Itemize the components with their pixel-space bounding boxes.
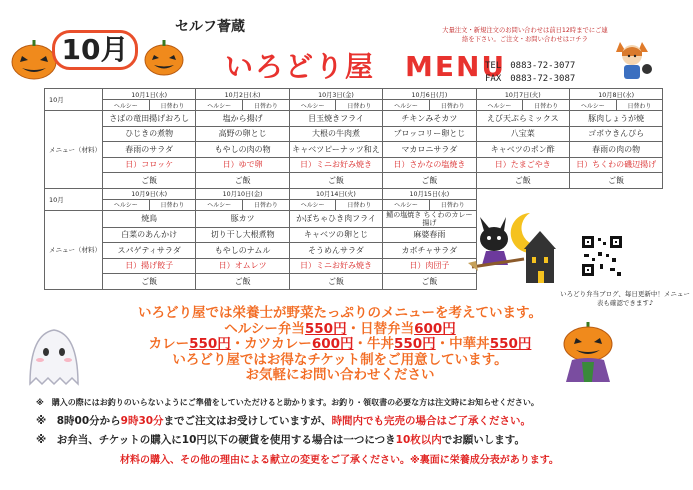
col-daily: 日替わり	[336, 199, 383, 210]
salad: カボチャサラダ	[383, 243, 476, 259]
rice: ご飯	[196, 274, 289, 290]
week2-date: 10月9日(木)	[103, 188, 196, 199]
daily-special: 日）ゆで卵	[196, 157, 289, 173]
salad: スパゲティサラダ	[103, 243, 196, 259]
daily-bento-price: 600円	[414, 320, 456, 337]
footer-notes	[36, 393, 676, 450]
col-daily: 日替わり	[243, 100, 290, 111]
daily-special: 日）たまごやき	[476, 157, 569, 173]
main-dish: チキンみそカツ	[383, 111, 476, 127]
promo-block	[130, 306, 550, 384]
footer-note-hours	[36, 412, 676, 431]
rice: ご飯	[383, 173, 476, 189]
col-daily: 日替わり	[149, 199, 196, 210]
rice: ご飯	[289, 173, 382, 189]
chukadon-label: ・中華丼	[435, 336, 490, 352]
week1-menu-label: メニュー（材料）	[45, 111, 103, 189]
salad: 春雨の肉の物	[569, 142, 662, 158]
col-healthy: ヘルシー	[383, 100, 430, 111]
col-healthy: ヘルシー	[103, 199, 150, 210]
week1-date: 10月7日(火)	[476, 89, 569, 100]
main-dish: 豚カツ	[196, 210, 289, 227]
girl-illustration-icon	[610, 38, 654, 84]
curry-price: 550円	[189, 336, 231, 352]
katsu-curry-label: ・カツカレー	[230, 336, 312, 352]
main-dish: えび天ぷらミックス	[476, 111, 569, 127]
col-healthy: ヘルシー	[196, 100, 243, 111]
salad: もやしの肉の物	[196, 142, 289, 158]
week2-date: 10月10日(金)	[196, 188, 289, 199]
footer-note-menu-change: 材料の購入、その他の理由による献立の変更をご了承ください。※裏面に栄養成分表があります。	[120, 455, 559, 466]
rice: ご飯	[383, 274, 476, 290]
healthy-bento-price: 550円	[304, 320, 347, 337]
qr-code-icon[interactable]	[580, 234, 624, 278]
col-daily: 日替わり	[149, 100, 196, 111]
fax-number: FAX 0883-72-3087	[485, 74, 576, 84]
order-notice: 大量注文・新規注文のお問い合わせは前日12時までにご連絡を下さい。ご注文・お問い合わせはコチラ	[442, 27, 608, 43]
week1-month: 10月	[45, 89, 103, 111]
col-daily: 日替わり	[429, 199, 476, 210]
col-healthy: ヘルシー	[569, 100, 616, 111]
coins-limit: 10枚以内	[395, 434, 442, 446]
main-dish: さばの竜田揚げおろし	[103, 111, 196, 127]
col-healthy: ヘルシー	[289, 199, 336, 210]
daily-special: 日）肉団子	[383, 258, 476, 274]
week1-date: 10月2日(木)	[196, 89, 289, 100]
col-healthy: ヘルシー	[289, 100, 336, 111]
main-dish: 鯖の塩焼き ちくわのカレー揚げ	[383, 210, 476, 227]
pumpkin-right-icon	[143, 38, 185, 76]
daily-special: 日）コロッケ	[103, 157, 196, 173]
week1-date: 10月1日(水)	[103, 89, 196, 100]
main-dish: 豚肉しょうが焼	[569, 111, 662, 127]
daily-special: 日）揚げ餃子	[103, 258, 196, 274]
menu-table	[44, 88, 663, 290]
coins-suffix: でお願いします。	[441, 434, 525, 446]
side-dish: 切り干し大根煮物	[196, 227, 289, 243]
side-dish: ひじきの煮物	[103, 126, 196, 142]
side-dish: ブロッコリー卵とじ	[383, 126, 476, 142]
week2-menu-label: メニュー（材料）	[45, 210, 103, 289]
contact-info	[485, 60, 575, 86]
katsu-curry-price: 600円	[311, 336, 354, 352]
daily-special: 日）ミニお好み焼き	[289, 258, 382, 274]
rice: ご飯	[103, 173, 196, 189]
halloween-witch-icon	[468, 205, 563, 287]
col-healthy: ヘルシー	[196, 199, 243, 210]
salad: キャベツピーナッツ和え	[289, 142, 382, 158]
pumpkin-left-icon	[10, 38, 58, 80]
side-dish: 八宝菜	[476, 126, 569, 142]
promo-line-nutritionist: いろどり屋では栄養士が野菜たっぷりのメニューを考えています。	[138, 305, 542, 321]
week2-date: 10月14日(火)	[289, 188, 382, 199]
salad: もやしのナムル	[196, 243, 289, 259]
col-daily: 日替わり	[616, 100, 663, 111]
hours-middle: までご注文はお受けしていますが、	[163, 415, 332, 427]
rice: ご飯	[476, 173, 569, 189]
hours-soldout: 時間内でも完売の場合はご了承ください。	[331, 415, 532, 427]
rice: ご飯	[569, 173, 662, 189]
main-dish: 塩から揚げ	[196, 111, 289, 127]
daily-bento-label: ・日替弁当	[346, 320, 415, 337]
main-dish: 焼鳥	[103, 210, 196, 227]
salad: キャベツのポン酢	[476, 142, 569, 158]
rice: ご飯	[103, 274, 196, 290]
daily-special: 日）ミニお好み焼き	[289, 157, 382, 173]
promo-line-rice-dishes	[130, 337, 550, 353]
main-dish: 目玉焼きフライ	[289, 111, 382, 127]
main-dish: かぼちゃひき肉フライ	[289, 210, 382, 227]
salad: そうめんサラダ	[289, 243, 382, 259]
side-dish: ゴボウきんぴら	[569, 126, 662, 142]
daily-special: 日）ちくわの磯辺揚げ	[569, 157, 662, 173]
week2-month: 10月	[45, 188, 103, 210]
rice: ご飯	[196, 173, 289, 189]
col-daily: 日替わり	[243, 199, 290, 210]
week1-date: 10月8日(水)	[569, 89, 662, 100]
promo-line-bento-prices	[130, 322, 550, 338]
col-healthy: ヘルシー	[103, 100, 150, 111]
chukadon-price: 550円	[489, 336, 532, 352]
hours-cutoff: 9時30分	[120, 415, 164, 427]
salad: マカロニサラダ	[383, 142, 476, 158]
healthy-bento-label: ヘルシー弁当	[224, 320, 305, 337]
footer-note-change: ※ 購入の際にはお釣りのいらないようにご準備をしていただけると助かります。お釣り・領収書の必要な方は注文時にお知らせください。	[36, 398, 539, 407]
daily-special: 日）さかなの塩焼き	[383, 157, 476, 173]
self-label: セルフ薈蔵	[175, 19, 245, 35]
tel-number: TEL 0883-72-3077	[485, 61, 576, 71]
side-dish: 麻婆春雨	[383, 227, 476, 243]
footer-note-coins	[36, 431, 676, 450]
side-dish: 高野の卵とじ	[196, 126, 289, 142]
week1-date: 10月3日(金)	[289, 89, 382, 100]
coins-prefix: ※ お弁当、チケットの購入に10円以下の硬貨を使用する場合は一つにつき	[36, 434, 396, 446]
gyudon-label: ・牛丼	[353, 336, 394, 352]
side-dish: 大根の牛肉煮	[289, 126, 382, 142]
col-daily: 日替わり	[336, 100, 383, 111]
side-dish: キャベツの卵とじ	[289, 227, 382, 243]
curry-label: カレー	[148, 336, 190, 352]
qr-caption: いろどり弁当ブログ、毎日更新中！メニュー表も確認できます♪	[560, 290, 690, 307]
ghost-icon	[18, 318, 90, 388]
week2-date: 10月15日(水)	[383, 188, 476, 199]
col-healthy: ヘルシー	[476, 100, 523, 111]
daily-special: 日）オムレツ	[196, 258, 289, 274]
gyudon-price: 550円	[394, 336, 436, 352]
hours-prefix: ※ 8時00分から	[36, 415, 121, 427]
col-daily: 日替わり	[523, 100, 570, 111]
rice: ご飯	[289, 274, 382, 290]
side-dish: 白菜のあんかけ	[103, 227, 196, 243]
week1-date: 10月6日(月)	[383, 89, 476, 100]
col-daily: 日替わり	[429, 100, 476, 111]
salad: 春雨のサラダ	[103, 142, 196, 158]
pumpkin-character-icon	[558, 318, 618, 386]
shop-title: いろどり屋 MENU	[225, 50, 507, 83]
promo-line-contact: お気軽にお問い合わせください	[245, 367, 435, 383]
month-badge: 10月	[52, 30, 138, 70]
col-healthy: ヘルシー	[383, 199, 430, 210]
promo-line-tickets: いろどり屋ではお得なチケット制をご用意しています。	[172, 351, 508, 368]
